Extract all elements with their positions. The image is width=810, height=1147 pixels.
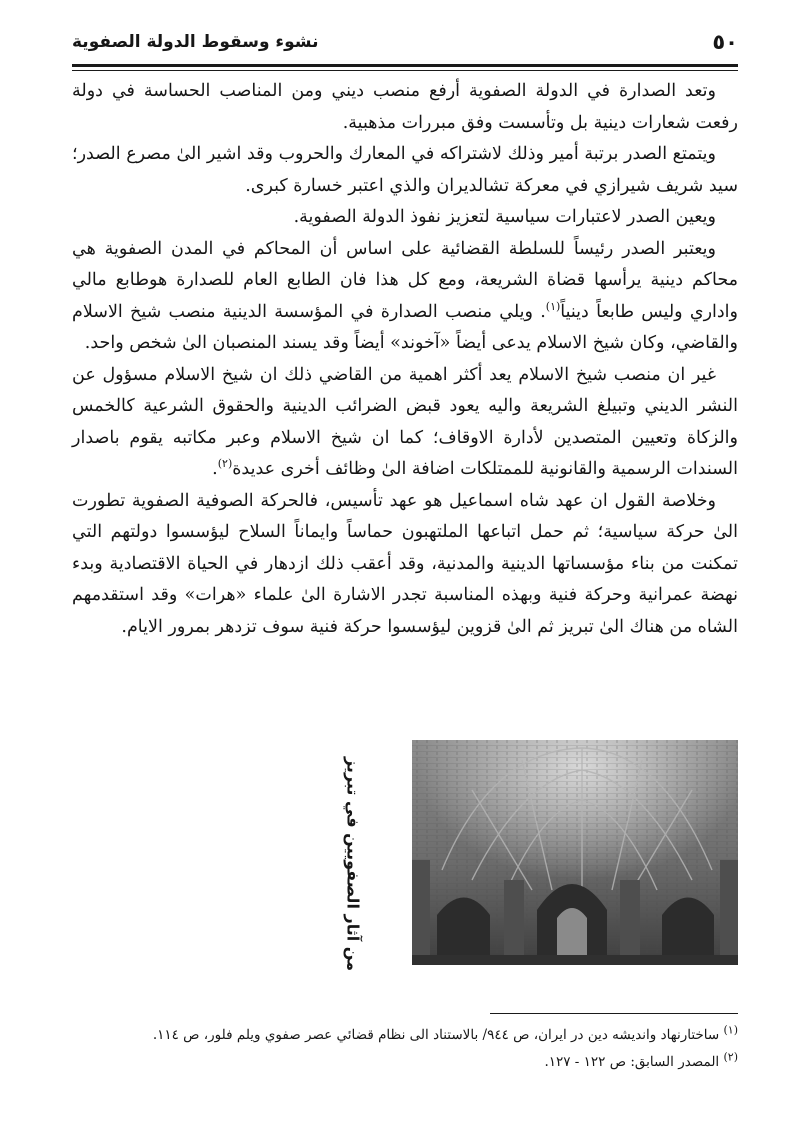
footnote-reference: (١) bbox=[545, 299, 561, 313]
header-rule-thick bbox=[72, 64, 738, 67]
footnote-item bbox=[72, 1022, 738, 1049]
paragraph bbox=[72, 234, 738, 360]
paragraph-text: غير ان منصب شيخ الاسلام يعد أكثر اهمية من القاضي ذلك ان شيخ الاسلام مسؤول عن النشر الديني وتبيلغ الشريعة واليه يعود قبض الضرائب الدينية والحقوق الشرعية كالخمس والزكاة وتعيين المتصدين لأدارة الاوقاف؛ كما ان شيخ الاسلام وعبر مكاتبه يقوم باصدار السندات الرسمية والقانونية للممتلكات اضافة الىٰ وظائف أخرى عديدة bbox=[72, 364, 738, 479]
footnotes bbox=[72, 1022, 738, 1076]
figure-caption bbox=[338, 752, 368, 976]
page-number: ٥٠ bbox=[712, 30, 738, 54]
paragraph: ويتمتع الصدر برتبة أمير وذلك لاشتراكه في المعارك والحروب وقد اشير الىٰ مصرع الصدر؛ سيد شريف شيرازي في معركة تشالديران والذي اعتبر خسارة كبرى. bbox=[72, 144, 738, 196]
paragraph-text: . bbox=[212, 459, 218, 479]
mosque-interior-photo bbox=[412, 740, 738, 965]
paragraph-text: . ويلي منصب الصدارة في المؤسسة الدينية منصب شيخ الاسلام والقاضي، وكان شيخ الاسلام يدعى أيضاً «آخوند» أيضاً وقد يسند المنصبان الىٰ شخص واحد. bbox=[72, 301, 738, 353]
paragraph-text: ويعتبر الصدر رئيساً للسلطة القضائية على اساس أن المحاكم في المدن الصفوية هي محاكم دينية يرأسها قضاة الشريعة، ومع كل هذا فان الطابع العام للصدارة هوطابع مالي واداري وليس طابعاً دينياً bbox=[72, 238, 738, 322]
footnote-item bbox=[72, 1049, 738, 1076]
header-rule-thin bbox=[72, 70, 738, 71]
footnote-mark: (٢) bbox=[723, 1050, 738, 1064]
paragraph: وتعد الصدارة في الدولة الصفوية أرفع منصب ديني ومن المناصب الحساسة في دولة رفعت شعارات دينية بل وتأسست وفق مبررات مذهبية. bbox=[72, 81, 738, 133]
footnote-text: ساختارنهاد وانديشه دين در ايران، ص ٩٤٤/ بالاستناد الى نظام قضائي عصر صفوي ويلم فلور، ص ١١٤. bbox=[152, 1027, 720, 1043]
page-header bbox=[72, 30, 738, 64]
running-title: نشوء وسقوط الدولة الصفوية bbox=[72, 32, 319, 52]
body-text bbox=[72, 76, 738, 643]
paragraph: وخلاصة القول ان عهد شاه اسماعيل هو عهد تأسيس، فالحركة الصوفية الصفوية تطورت الىٰ حركة سياسية؛ ثم حمل اتباعها الملتهبون حماساً وايماناً السلاح ليؤسسوا دولتهم التي تمكنت من بناء مؤسساتها الدينية والمدنية، وقد أعقب ذلك ازدهار في الحياة الاقتصادية وبدء نهضة عمرانية وحركة فنية وبهذه المناسبة تجدر الاشارة الىٰ علماء «هرات» وقد استقدمهم الشاه من هناك الىٰ تبريز ثم الىٰ قزوين ليؤسسوا حركة فنية سوف تزدهر بمرور الايام. bbox=[72, 490, 738, 637]
figure-caption-text: من آثار الصفويين في تبريز bbox=[343, 756, 363, 972]
paragraph: ويعين الصدر لاعتبارات سياسية لتعزيز نفوذ الدولة الصفوية. bbox=[293, 207, 716, 227]
footnote-mark: (١) bbox=[723, 1023, 738, 1037]
footnote-reference: (٢) bbox=[217, 457, 233, 471]
footnote-text: المصدر السابق: ص ١٢٢ - ١٢٧. bbox=[544, 1054, 720, 1070]
paragraph bbox=[72, 360, 738, 486]
footnote-separator bbox=[490, 1013, 738, 1014]
